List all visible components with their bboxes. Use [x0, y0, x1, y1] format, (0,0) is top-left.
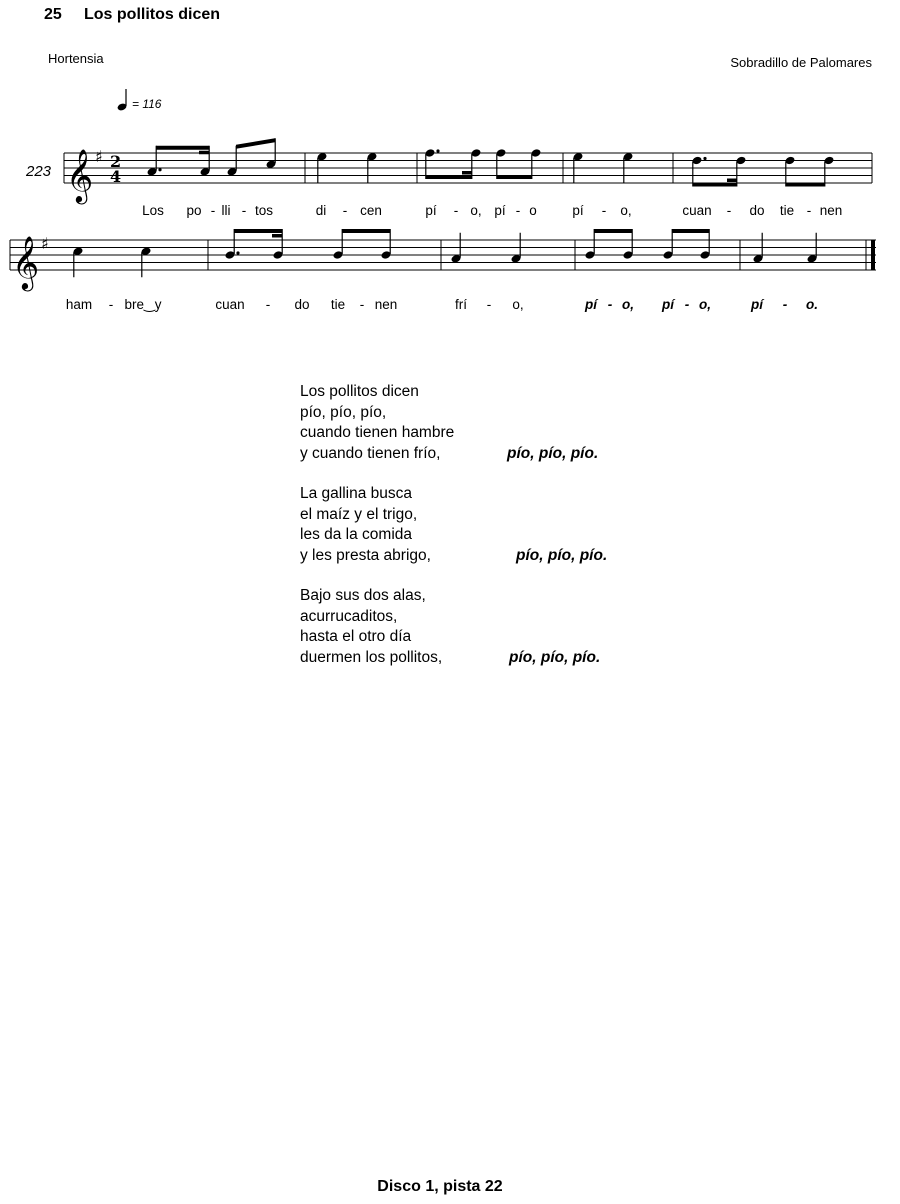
lyric-syllable: tie: [779, 203, 795, 218]
beam: [594, 229, 632, 233]
verse-line: [300, 423, 454, 444]
lyric-syllable: lli: [221, 203, 231, 218]
song-title: Los pollitos dicen: [84, 6, 221, 23]
lyric-syllable: pí: [751, 297, 763, 312]
time-signature-top: 2: [110, 152, 122, 171]
system-1: [25, 138, 872, 204]
lyric-hyphen: -: [453, 203, 459, 218]
lyric-hyphen: -: [726, 203, 732, 218]
verse-line: [300, 403, 454, 424]
beam: [497, 175, 532, 179]
lyric-syllable: pí: [585, 297, 597, 312]
lyric-hyphen: -: [359, 297, 365, 312]
verse-refrain: pío, pío, pío.: [516, 546, 608, 564]
place-name: Sobradillo de Palomares: [730, 55, 872, 70]
beam: [462, 171, 472, 175]
verse-line: [300, 525, 454, 546]
verse-line: [300, 484, 454, 505]
augmentation-dot: [236, 251, 239, 254]
augmentation-dot: [436, 149, 439, 152]
sharp-icon: ♯: [41, 234, 49, 253]
verse-line: [300, 505, 454, 526]
beam: [199, 151, 209, 155]
stanza: [300, 586, 601, 668]
beam: [693, 183, 737, 187]
tempo-value: = 116: [132, 97, 162, 111]
beam: [236, 138, 275, 149]
lyric-syllable: pí: [425, 203, 437, 218]
lyric-syllable: ham: [65, 297, 93, 312]
stanza: [300, 484, 608, 566]
beam: [342, 229, 390, 233]
lyric-hyphen: -: [342, 203, 348, 218]
time-signature-bottom: 4: [110, 167, 122, 186]
treble-clef-icon: 𝄞: [12, 235, 40, 289]
lyric-hyphen: -: [486, 297, 492, 312]
lyric-syllable: tos: [254, 203, 274, 218]
beam: [426, 175, 472, 179]
beam: [786, 183, 825, 187]
verse-line-text: La gallina busca: [300, 485, 413, 502]
system-2: [10, 229, 876, 291]
verse-line-text: acurrucaditos,: [300, 607, 398, 625]
lyric-syllable: o: [529, 203, 537, 218]
verse-line-text: el maíz y el trigo,: [300, 505, 418, 523]
quarter-note-icon: [116, 88, 132, 112]
tempo-marking: [116, 88, 161, 112]
lyric-syllable: o,: [699, 297, 711, 312]
lyric-syllable: frí: [455, 297, 467, 312]
beam: [156, 146, 209, 150]
lyric-hyphen: -: [108, 297, 114, 312]
verse-line-text: duermen los pollitos,: [300, 648, 443, 666]
verses-block: [300, 382, 608, 688]
lyric-syllable: po: [186, 203, 202, 218]
lyric-hyphen: -: [601, 203, 607, 218]
system-1-lyrics: [142, 203, 842, 218]
verse-line-text: les da la comida: [300, 526, 413, 543]
augmentation-dot: [703, 157, 706, 160]
verse-line-text: hasta el otro día: [300, 628, 412, 645]
footer-track-info: Disco 1, pista 22: [377, 1178, 503, 1195]
lyric-syllable: o,: [470, 203, 482, 218]
beam: [672, 229, 709, 233]
verse-line: [300, 648, 601, 669]
verse-line: [300, 382, 454, 403]
lyric-syllable: tie: [330, 297, 346, 312]
lyric-syllable: di: [315, 203, 327, 218]
verse-refrain: pío, pío, pío.: [507, 444, 599, 462]
informant-name: Hortensia: [48, 51, 104, 66]
lyric-syllable: do: [749, 203, 765, 218]
lyric-hyphen: -: [684, 297, 690, 312]
beam: [272, 234, 282, 238]
augmentation-dot: [158, 168, 161, 171]
lyric-hyphen: -: [607, 297, 613, 312]
verse-line-text: Los pollitos dicen: [300, 383, 419, 400]
lyric-syllable: pí: [662, 297, 674, 312]
lyric-syllable: cuan: [215, 297, 245, 312]
verse-line: [300, 586, 454, 607]
verse-line: [300, 444, 599, 465]
lyric-syllable: nen: [374, 297, 398, 312]
verse-line: [300, 607, 454, 628]
lyric-hyphen: -: [806, 203, 812, 218]
verse-refrain: pío, pío, pío.: [509, 648, 601, 666]
music-score: [0, 130, 900, 340]
lyric-hyphen: -: [782, 297, 788, 312]
lyric-hyphen: -: [241, 203, 247, 218]
stanza: [300, 382, 599, 464]
verse-line: [300, 627, 454, 648]
lyric-syllable: Los: [142, 203, 164, 218]
sharp-icon: ♯: [95, 147, 103, 166]
lyric-syllable: o.: [806, 297, 818, 312]
lyric-syllable: nen: [819, 203, 843, 218]
beam: [234, 229, 282, 233]
verse-line-text: y les presta abrigo,: [300, 546, 431, 564]
lyric-hyphen: -: [265, 297, 271, 312]
lyric-syllable: o,: [622, 297, 634, 312]
measure-number: 223: [26, 163, 52, 180]
verse-line-text: pío, pío, pío,: [300, 403, 387, 421]
verse-line-text: cuando tienen hambre: [300, 424, 455, 441]
song-number: 25: [44, 6, 62, 23]
lyric-hyphen: -: [515, 203, 521, 218]
treble-clef-icon: 𝄞: [66, 148, 94, 202]
lyric-hyphen: -: [210, 203, 216, 218]
lyric-syllable: o,: [620, 203, 632, 218]
lyric-syllable: cen: [360, 203, 382, 218]
lyric-syllable: bre‿y: [124, 297, 162, 312]
verse-line-text: y cuando tienen frío,: [300, 444, 441, 462]
lyric-syllable: cuan: [682, 203, 712, 218]
lyric-syllable: pí: [494, 203, 506, 218]
beam: [727, 179, 737, 183]
system-2-lyrics: [66, 297, 818, 312]
verse-line: [300, 546, 608, 567]
lyric-syllable: pí: [572, 203, 584, 218]
lyric-syllable: o,: [512, 297, 524, 312]
lyric-syllable: do: [294, 297, 310, 312]
verse-line-text: Bajo sus dos alas,: [300, 587, 426, 604]
